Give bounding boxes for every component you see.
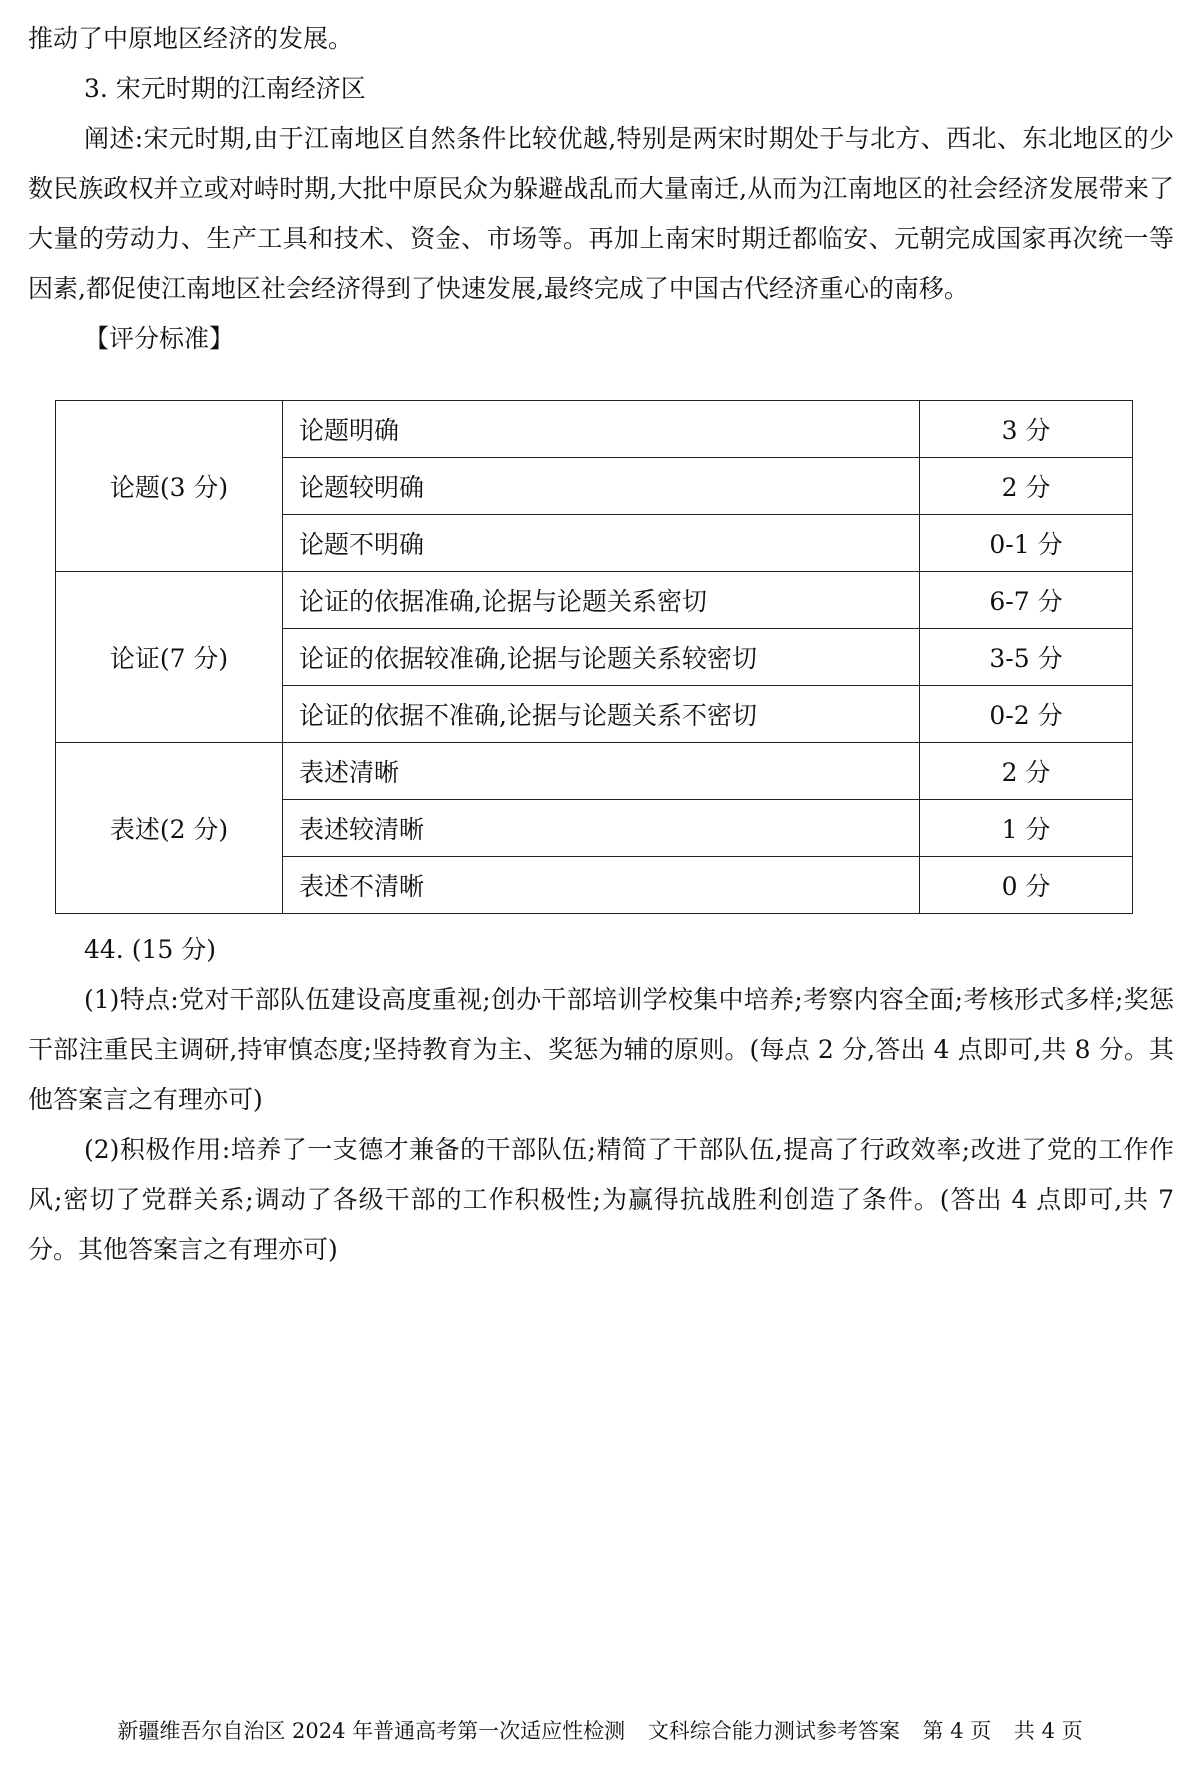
desc-cell: 论题不明确: [283, 515, 920, 572]
footer-subject: 文科综合能力测试参考答案: [647, 1719, 900, 1743]
desc-cell: 论证的依据较准确,论据与论题关系较密切: [283, 629, 920, 686]
scoring-table: [55, 400, 1133, 914]
points-cell: 0-2 分: [920, 686, 1133, 743]
desc-cell: 论证的依据准确,论据与论题关系密切: [283, 572, 920, 629]
points-cell: 2 分: [920, 458, 1133, 515]
section-heading-3: 3. 宋元时期的江南经济区: [84, 74, 366, 103]
continued-line: 推动了中原地区经济的发展。: [28, 24, 354, 53]
table-row: [56, 743, 1133, 800]
points-cell: 3 分: [920, 401, 1133, 458]
table-row: [56, 401, 1133, 458]
q44-part1: (1)特点:党对干部队伍建设高度重视;创办干部培训学校集中培养;考察内容全面;考核形式多样;奖惩干部注重民主调研,持审慎态度;坚持教育为主、奖惩为辅的原则。(每点 2 分,答出 4 点即可,共 8 分。其他答案言之有理亦可): [28, 985, 1174, 1114]
points-cell: 1 分: [920, 800, 1133, 857]
desc-cell: 表述清晰: [283, 743, 920, 800]
table-row: [56, 572, 1133, 629]
footer-exam-name: 新疆维吾尔自治区 2024 年普通高考第一次适应性检测: [117, 1719, 626, 1743]
points-cell: 0-1 分: [920, 515, 1133, 572]
desc-cell: 论题较明确: [283, 458, 920, 515]
category-cell: 论证(7 分): [56, 572, 283, 743]
footer-total-pages: 共 4 页: [1013, 1719, 1083, 1743]
question-44-section: [28, 925, 1174, 1275]
desc-cell: 论题明确: [283, 401, 920, 458]
category-cell: 论题(3 分): [56, 401, 283, 572]
points-cell: 3-5 分: [920, 629, 1133, 686]
points-cell: 2 分: [920, 743, 1133, 800]
document-page: [28, 14, 1174, 364]
points-cell: 0 分: [920, 857, 1133, 914]
desc-cell: 表述较清晰: [283, 800, 920, 857]
category-cell: 表述(2 分): [56, 743, 283, 914]
points-cell: 6-7 分: [920, 572, 1133, 629]
footer-page-number: 第 4 页: [922, 1719, 992, 1743]
q44-heading: 44. (15 分): [84, 935, 216, 964]
q44-part2: (2)积极作用:培养了一支德才兼备的干部队伍;精简了干部队伍,提高了行政效率;改进了党的工作作风;密切了党群关系;调动了各级干部的工作积极性;为赢得抗战胜利创造了条件。(答出 4 点即可,共 7 分。其他答案言之有理亦可): [28, 1135, 1174, 1264]
criteria-title: 【评分标准】: [84, 324, 235, 353]
paragraph-elaboration: 阐述:宋元时期,由于江南地区自然条件比较优越,特别是两宋时期处于与北方、西北、东北地区的少数民族政权并立或对峙时期,大批中原民众为躲避战乱而大量南迁,从而为江南地区的社会经济发展带来了大量的劳动力、生产工具和技术、资金、市场等。再加上南宋时期迁都临安、元朝完成国家再次统一等因素,都促使江南地区社会经济得到了快速发展,最终完成了中国古代经济重心的南移。: [28, 124, 1174, 303]
page-footer: [0, 1715, 1200, 1745]
desc-cell: 表述不清晰: [283, 857, 920, 914]
desc-cell: 论证的依据不准确,论据与论题关系不密切: [283, 686, 920, 743]
